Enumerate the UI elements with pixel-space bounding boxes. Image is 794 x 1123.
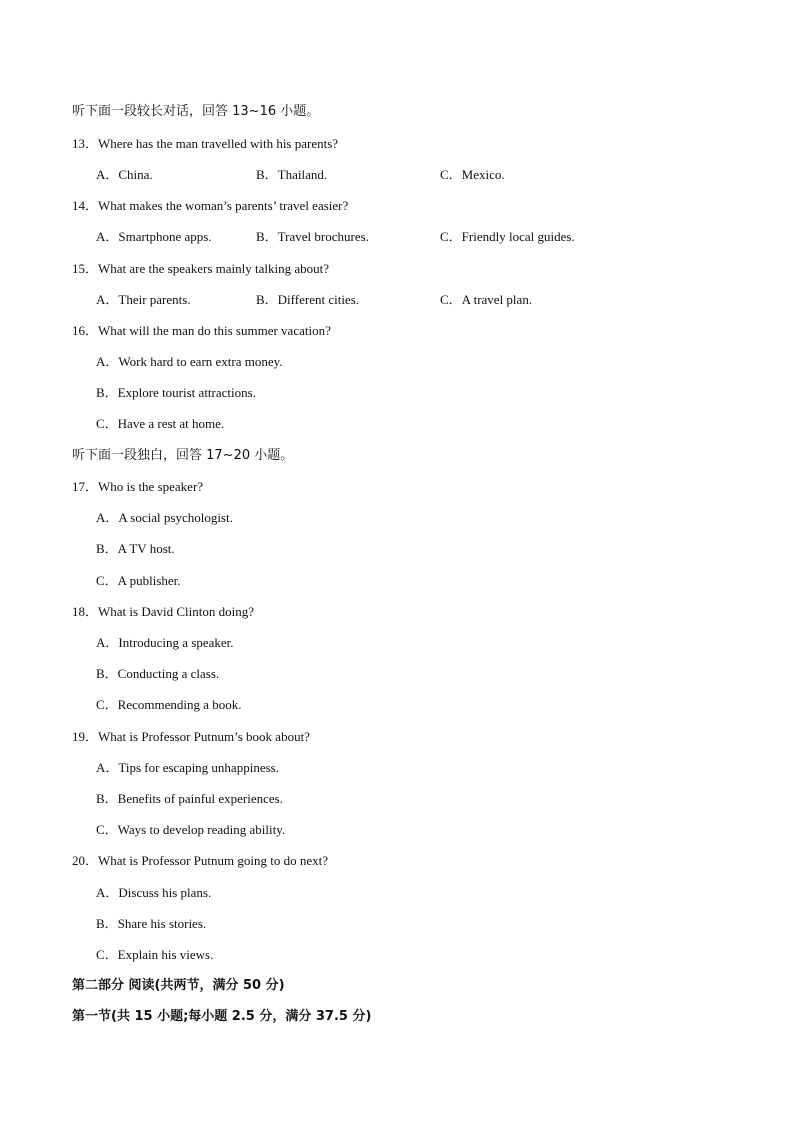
question-14-option-a: A．Smartphone apps. <box>96 229 212 244</box>
question-13-stem: 13．Where has the man travelled with his parents? <box>72 136 339 151</box>
question-14-option-b: B．Travel brochures. <box>256 229 369 244</box>
question-19-option-a: A．Tips for escaping unhappiness. <box>96 760 279 775</box>
question-17-stem: 17．Who is the speaker? <box>72 479 204 494</box>
section-heading-monologue: 听下面一段独白，回答 17~20 小题。 <box>72 448 294 463</box>
question-15-option-c: C．A travel plan. <box>440 292 533 307</box>
question-13-option-a: A．China. <box>96 167 153 182</box>
question-17-option-a: A．A social psychologist. <box>96 510 233 525</box>
question-15-option-a: A．Their parents. <box>96 292 191 307</box>
part2-title: 第二部分 阅读(共两节，满分 50 分) <box>72 978 285 993</box>
section-heading-dialogue: 听下面一段较长对话，回答 13~16 小题。 <box>72 104 320 119</box>
question-19-stem: 19．What is Professor Putnum’s book about? <box>72 729 310 744</box>
question-17-option-b: B．A TV host. <box>96 541 175 556</box>
question-18-option-c: C．Recommending a book. <box>96 697 242 712</box>
question-18-stem: 18．What is David Clinton doing? <box>72 604 254 619</box>
question-15-option-b: B．Different cities. <box>256 292 360 307</box>
question-16-option-c: C．Have a rest at home. <box>96 416 225 431</box>
question-14-stem: 14．What makes the woman’s parents’ travel easier? <box>72 198 349 213</box>
question-20-stem: 20．What is Professor Putnum going to do next? <box>72 853 329 868</box>
question-20-option-a: A．Discuss his plans. <box>96 885 212 900</box>
question-17-option-c: C．A publisher. <box>96 573 181 588</box>
question-16-option-b: B．Explore tourist attractions. <box>96 385 256 400</box>
part2-subtitle: 第一节(共 15 小题;每小题 2.5 分，满分 37.5 分) <box>72 1009 372 1024</box>
question-16-stem: 16．What will the man do this summer vacation? <box>72 323 331 338</box>
question-13-option-c: C．Mexico. <box>440 167 505 182</box>
question-20-option-b: B．Share his stories. <box>96 916 207 931</box>
question-19-option-b: B．Benefits of painful experiences. <box>96 791 283 806</box>
question-14-option-c: C．Friendly local guides. <box>440 229 575 244</box>
question-19-option-c: C．Ways to develop reading ability. <box>96 822 286 837</box>
question-15-stem: 15．What are the speakers mainly talking about? <box>72 261 330 276</box>
question-13-option-b: B．Thailand. <box>256 167 328 182</box>
question-20-option-c: C．Explain his views. <box>96 947 214 962</box>
question-16-option-a: A．Work hard to earn extra money. <box>96 354 283 369</box>
question-18-option-b: B．Conducting a class. <box>96 666 220 681</box>
question-18-option-a: A．Introducing a speaker. <box>96 635 234 650</box>
